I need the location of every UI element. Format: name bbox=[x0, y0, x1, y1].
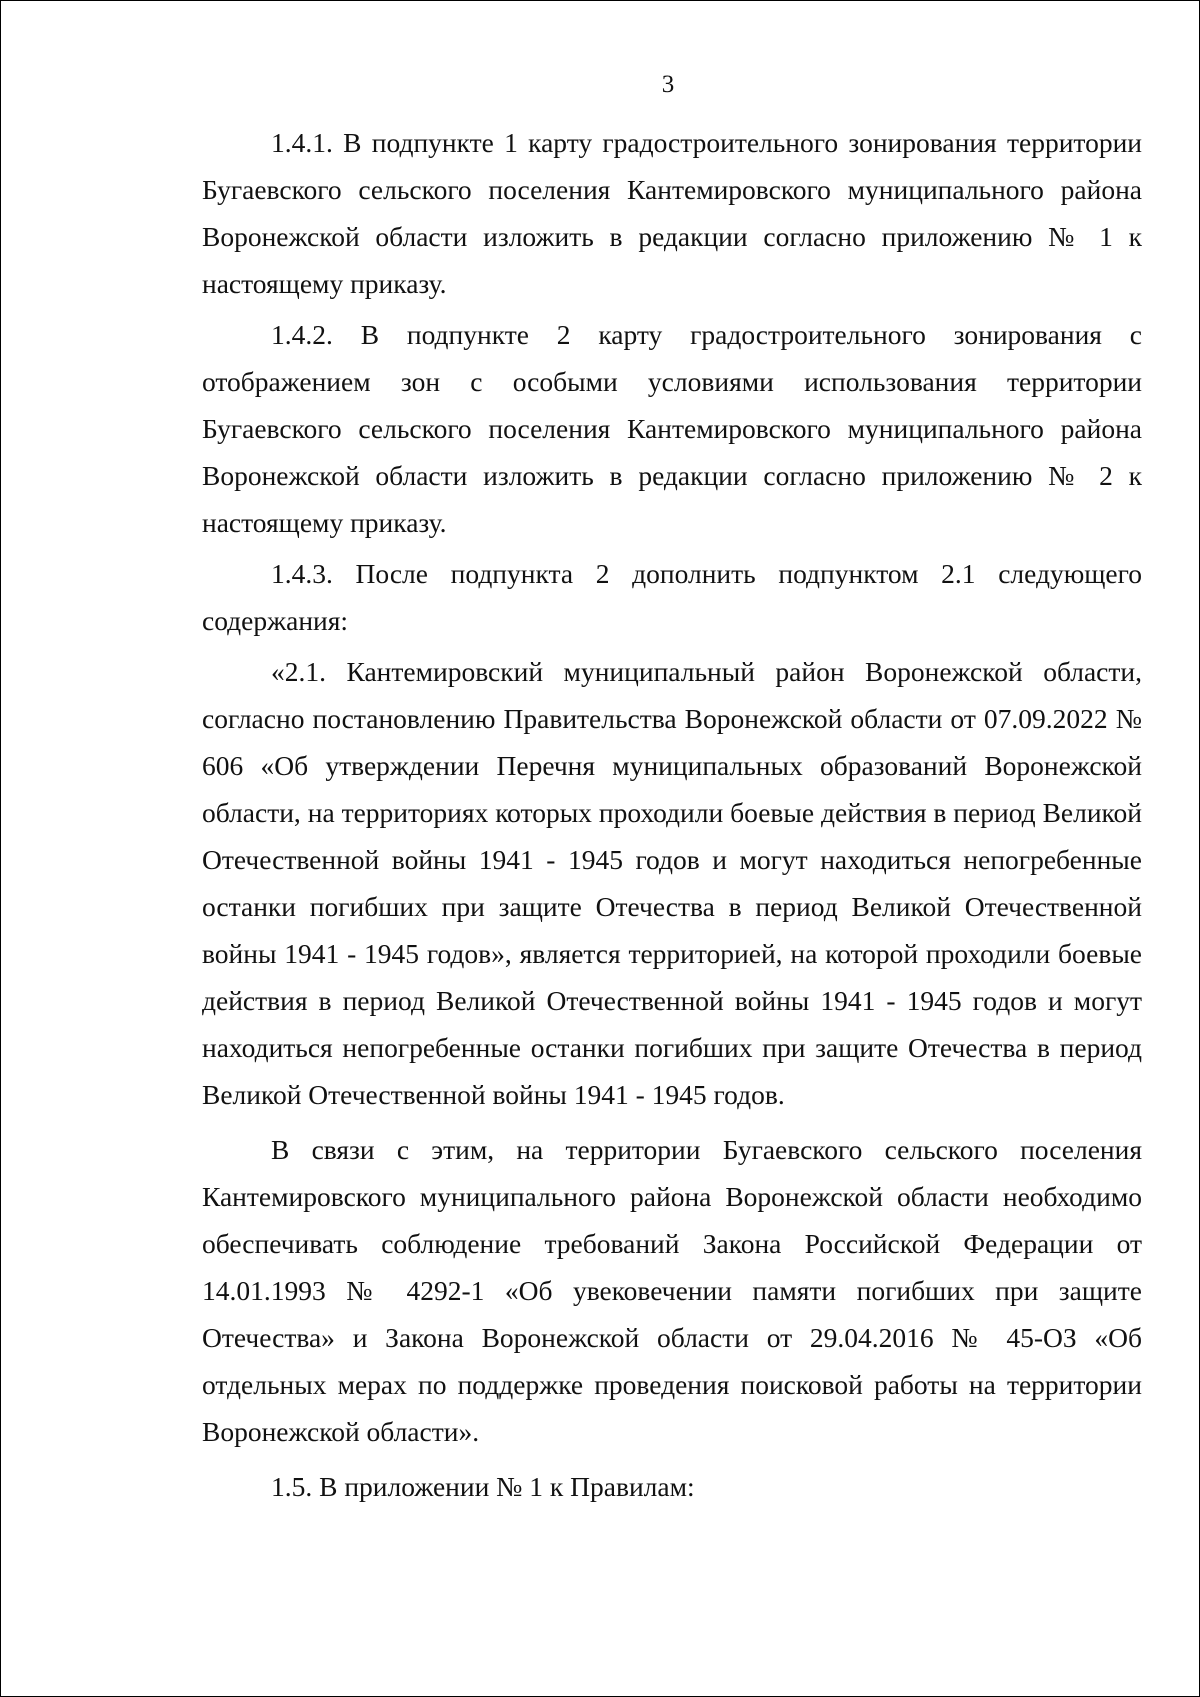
paragraph-1-5: 1.5. В приложении № 1 к Правилам: bbox=[271, 1471, 695, 1502]
paragraph-1-4-3: 1.4.3. После подпункта 2 дополнить подпунктом 2.1 следующего содержания: bbox=[202, 558, 1142, 636]
paragraph-in-connection: В связи с этим, на территории Бугаевского сельского поселения Кантемировского муниципального района Воронежской области необходимо обеспечивать соблюдение требований Закона Российской Федерации от 14.01.1993 № 4292-1 «Об увековечении памяти погибших при защите Отечества» и Закона Воронежской области от 29.04.2016 № 45-ОЗ «Об отдельных мерах по поддержке проведения поисковой работы на территории Воронежской области». bbox=[202, 1134, 1142, 1447]
paragraph-1-4-2: 1.4.2. В подпункте 2 карту градостроительного зонирования с отображением зон с особыми условиями использования территории Бугаевского сельского поселения Кантемировского муниципального района Воронежской области изложить в редакции согласно приложению № 2 к настоящему приказу. bbox=[202, 319, 1142, 538]
paragraph-2-1-quote: «2.1. Кантемировский муниципальный район Воронежской области, согласно постановлению Правительства Воронежской области от 07.09.2022 № 606 «Об утверждении Перечня муниципальных образований Воронежской области, на территориях которых проходили боевые действия в период Великой Отечественной войны 1941 - 1945 годов и могут находиться непогребенные останки погибших при защите Отечества в период Великой Отечественной войны 1941 - 1945 годов», является территорией, на которой проходили боевые действия в период Великой Отечественной войны 1941 - 1945 годов и могут находиться непогребенные останки погибших при защите Отечества в период Великой Отечественной войны 1941 - 1945 годов. bbox=[202, 656, 1142, 1110]
page-number: 3 bbox=[661, 71, 675, 98]
paragraph-1-4-1: 1.4.1. В подпункте 1 карту градостроительного зонирования территории Бугаевского сельского поселения Кантемировского муниципального района Воронежской области изложить в редакции согласно приложению № 1 к настоящему приказу. bbox=[202, 127, 1142, 299]
document-body bbox=[202, 119, 1142, 1510]
